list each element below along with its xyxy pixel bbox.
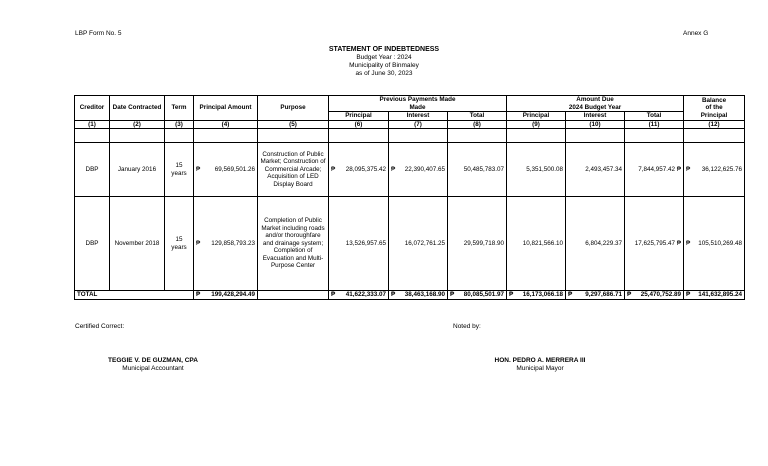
column-number-row	[75, 120, 745, 129]
peso-sign: ₱	[676, 165, 682, 173]
col-prev-payments-group: Previous Payments Made Made	[329, 96, 507, 112]
col-principal-amount: Principal Amount	[194, 96, 258, 121]
signatory-name: HON. PEDRO A. MERRERA III	[494, 357, 586, 364]
col-date: Date Contracted	[110, 96, 165, 121]
principal-amount-cell: ₱ 129,858,793.23	[194, 197, 258, 291]
noted-by-label: Noted by:	[453, 323, 481, 330]
signatory-title: Municipal Mayor	[516, 365, 564, 372]
peso-sign: ₱	[686, 165, 691, 173]
peso-sign: ₱	[676, 239, 682, 247]
indebtedness-table	[74, 95, 745, 300]
municipality-line: Municipality of Binmaley	[349, 62, 419, 69]
due-total-cell: 17,625,795.47 ₱	[625, 197, 684, 291]
col-num: (10)	[566, 120, 625, 129]
col-prev-principal: Principal	[329, 112, 389, 121]
peso-sign: ₱	[331, 165, 336, 173]
total-purpose-blank	[258, 291, 329, 300]
col-balance: Balance of the Principal	[684, 96, 745, 121]
col-num: (11)	[625, 120, 684, 129]
due-total-cell: 7,844,957.42 ₱	[625, 143, 684, 197]
creditor-cell: DBP	[75, 143, 110, 197]
prev-interest-cell: ₱ 22,390,407.65	[389, 143, 448, 197]
col-num: (8)	[448, 120, 507, 129]
peso-sign: ₱	[686, 291, 691, 299]
col-creditor: Creditor	[75, 96, 110, 121]
col-prev-total: Total	[448, 112, 507, 121]
peso-sign: ₱	[331, 291, 336, 299]
total-prev-interest: ₱ 38,463,168.90	[389, 291, 448, 300]
form-number: LBP Form No. 5	[75, 30, 122, 37]
certified-correct-label: Certified Correct:	[75, 323, 125, 330]
purpose-cell: Construction of Public Market; Construction of Commercial Arcade; Acquisition of LED Display Board	[258, 143, 329, 197]
total-due-total: ₱ 25,470,752.89	[625, 291, 684, 300]
due-interest-cell: 6,804,229.37	[566, 197, 625, 291]
balance-cell: ₱ 36,122,625.76	[684, 143, 745, 197]
col-num: (9)	[507, 120, 566, 129]
document-header	[250, 46, 518, 78]
col-purpose: Purpose	[258, 96, 329, 121]
total-prev-principal: ₱ 41,622,333.07	[329, 291, 389, 300]
col-due-principal: Principal	[507, 112, 566, 121]
peso-sign: ₱	[627, 291, 632, 299]
col-num: (1)	[75, 120, 110, 129]
prev-principal-cell: 13,526,957.65	[329, 197, 389, 291]
peso-sign: ₱	[196, 291, 201, 299]
total-prev-total: ₱ 80,085,501.97	[448, 291, 507, 300]
term-cell: 15 years	[165, 197, 194, 291]
col-num: (7)	[389, 120, 448, 129]
col-num: (4)	[194, 120, 258, 129]
principal-amount-cell: ₱ 69,569,501.26	[194, 143, 258, 197]
budget-year-line: Budget Year : 2024	[356, 54, 412, 61]
total-due-principal: ₱ 16,173,066.18	[507, 291, 566, 300]
prev-interest-cell: 16,072,761.25	[389, 197, 448, 291]
annex-label: Annex G	[683, 30, 709, 37]
due-principal-cell: 10,821,566.10	[507, 197, 566, 291]
prev-principal-cell: ₱ 28,095,375.42	[329, 143, 389, 197]
col-amount-due-group: Amount Due 2024 Budget Year	[507, 96, 684, 112]
purpose-cell: Completion of Public Market including roads and/or thoroughfare and drainage system; Completion of Evacuation and Multi-Purpose Center	[258, 197, 329, 291]
col-num: (12)	[684, 120, 745, 129]
total-balance: ₱ 141,632,895.24	[684, 291, 745, 300]
peso-sign: ₱	[391, 165, 396, 173]
total-label: TOTAL	[75, 291, 194, 300]
table-row	[75, 143, 745, 197]
total-due-interest: ₱ 9,297,686.71	[566, 291, 625, 300]
peso-sign: ₱	[196, 239, 201, 247]
peso-sign: ₱	[568, 291, 573, 299]
due-interest-cell: 2,493,457.34	[566, 143, 625, 197]
signatory-name: TEGGIE V. DE GUZMAN, CPA	[108, 357, 198, 364]
col-due-total: Total	[625, 112, 684, 121]
table-row	[75, 197, 745, 291]
prev-total-cell: 50,485,783.07	[448, 143, 507, 197]
peso-sign: ₱	[196, 165, 201, 173]
signatory-mayor	[470, 357, 610, 373]
col-term: Term	[165, 96, 194, 121]
spacer-row	[75, 129, 745, 143]
due-principal-cell: 5,351,500.08	[507, 143, 566, 197]
col-num: (2)	[110, 120, 165, 129]
signatory-title: Municipal Accountant	[122, 365, 184, 372]
peso-sign: ₱	[391, 291, 396, 299]
prev-total-cell: 29,599,718.90	[448, 197, 507, 291]
peso-sign: ₱	[509, 291, 514, 299]
as-of-date-line: as of June 30, 2023	[355, 70, 413, 77]
date-cell: November 2018	[110, 197, 165, 291]
col-num: (5)	[258, 120, 329, 129]
balance-cell: ₱ 105,510,269.48	[684, 197, 745, 291]
peso-sign: ₱	[686, 239, 691, 247]
signatory-accountant	[88, 357, 218, 373]
date-cell: January 2016	[110, 143, 165, 197]
col-num: (6)	[329, 120, 389, 129]
total-row	[75, 291, 745, 300]
col-prev-interest: Interest	[389, 112, 448, 121]
header-row-1	[75, 96, 745, 112]
creditor-cell: DBP	[75, 197, 110, 291]
col-due-interest: Interest	[566, 112, 625, 121]
document-title: STATEMENT OF INDEBTEDNESS	[328, 46, 440, 53]
peso-sign: ₱	[450, 291, 455, 299]
total-principal-amount: ₱ 199,428,294.49	[194, 291, 258, 300]
term-cell: 15 years	[165, 143, 194, 197]
col-num: (3)	[165, 120, 194, 129]
